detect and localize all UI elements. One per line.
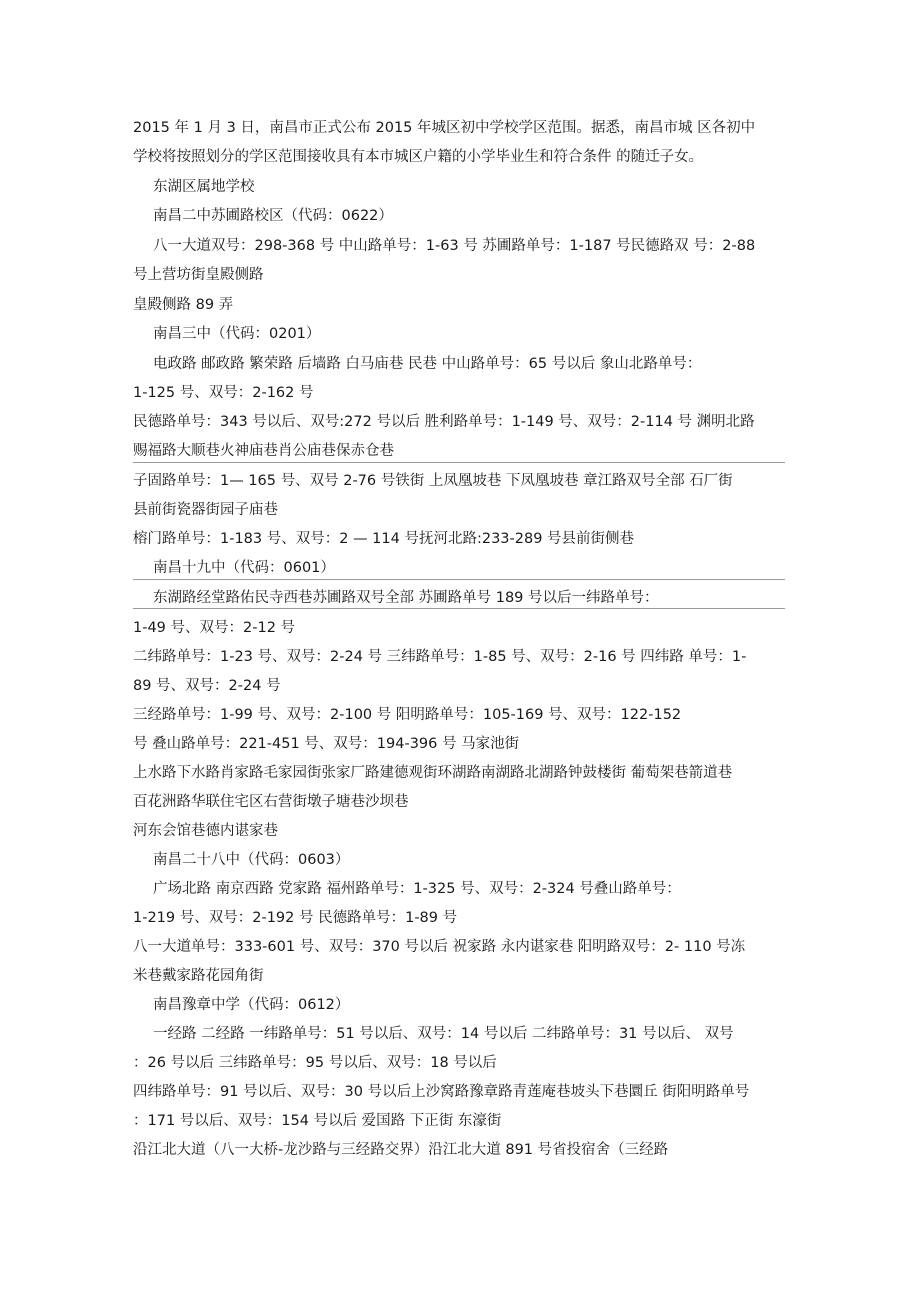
text-line: 广场北路 南京西路 党家路 福州路单号：1-325 号、双号：2-324 号叠山路单号：	[153, 881, 681, 897]
text-line: 二纬路单号：1-23 号、双号：2-24 号 三纬路单号：1-85 号、双号：2-16 号 四纬路 单号：1-	[133, 649, 747, 665]
text-line: 1-49 号、双号：2-12 号	[133, 620, 296, 636]
text-line: 榕门路单号：1-183 号、双号：2 — 114 号抚河北路:233-289 号县前街侧巷	[133, 531, 635, 547]
school-heading-nanchang-2: 南昌二中苏圃路校区（代码：0622）	[153, 208, 393, 224]
text-line: 上水路下水路肖家路毛家园街张家厂路建德观街环湖路南湖路北湖路钟鼓楼街 葡萄架巷箭道巷	[133, 765, 733, 781]
district-heading: 东湖区属地学校	[153, 179, 255, 195]
text-line: 县前街瓷器街园子庙巷	[133, 502, 278, 518]
text-line: 东湖路经堂路佑民寺西巷苏圃路双号全部 苏圃路单号 189 号以后一纬路单号：	[153, 590, 659, 606]
school-heading-yuzhang: 南昌豫章中学（代码：0612）	[153, 997, 350, 1013]
school-heading-nanchang-3: 南昌三中（代码：0201）	[153, 326, 321, 342]
text-line: 子固路单号：1— 165 号、双号 2-76 号铁街 上凤凰坡巷 下凤凰坡巷 章江路双号全部 石厂街	[133, 473, 733, 489]
text-line: 号上营坊街皇殿侧路	[133, 267, 264, 283]
text-line: 1-125 号、双号：2-162 号	[133, 385, 314, 401]
text-line: ：171 号以后、双号：154 号以后 爱国路 下正街 东濠街	[133, 1113, 502, 1129]
divider-line	[133, 462, 785, 463]
text-line: 民德路单号：343 号以后、双号:272 号以后 胜利路单号：1-149 号、双号：2-114 号 渊明北路	[133, 414, 755, 430]
text-line: 电政路 邮政路 繁荣路 后墙路 白马庙巷 民巷 中山路单号：65 号以后 象山北路单号：	[153, 356, 702, 372]
text-line: 三经路单号：1-99 号、双号：2-100 号 阳明路单号：105-169 号、双号：122-152	[133, 707, 682, 723]
text-line: 89 号、双号：2-24 号	[133, 678, 281, 694]
divider-line	[133, 579, 785, 580]
text-line: 河东会馆巷德内谌家巷	[133, 823, 278, 839]
school-heading-nanchang-28: 南昌二十八中（代码：0603）	[153, 852, 350, 868]
text-line: 八一大道双号：298-368 号 中山路单号：1-63 号 苏圃路单号：1-187 号民德路双 号：2-88	[153, 238, 756, 254]
text-line: 赐福路大顺巷火神庙巷肖公庙巷保赤仓巷	[133, 443, 394, 459]
text-line: 八一大道单号：333-601 号、双号：370 号以后 祝家路 永内谌家巷 阳明路双号：2- 110 号冻	[133, 939, 746, 955]
school-heading-nanchang-19: 南昌十九中（代码：0601）	[153, 560, 335, 576]
text-line: 沿江北大道（八一大桥-龙沙路与三经路交界）沿江北大道 891 号省投宿舍（三经路	[133, 1142, 669, 1158]
text-line: 皇殿侧路 89 弄	[133, 297, 234, 313]
text-line: 米巷戴家路花园角街	[133, 968, 264, 984]
divider-line	[133, 608, 785, 609]
text-line: 四纬路单号：91 号以后、双号：30 号以后上沙窝路豫章路青莲庵巷坡头下巷圜丘 街阳明路单号	[133, 1084, 750, 1100]
text-line: 号 叠山路单号：221-451 号、双号：194-396 号 马家池街	[133, 736, 520, 752]
text-line: 1-219 号、双号：2-192 号 民德路单号：1-89 号	[133, 910, 458, 926]
text-line: 一经路 二经路 一纬路单号：51 号以后、双号：14 号以后 二纬路单号：31 号以后、 双号	[153, 1026, 734, 1042]
text-line: 百花洲路华联住宅区右营街墩子塘巷沙坝巷	[133, 794, 409, 810]
text-line: ：26 号以后 三纬路单号：95 号以后、双号：18 号以后	[133, 1055, 497, 1071]
intro-line-2: 学校将按照划分的学区范围接收具有本市城区户籍的小学毕业生和符合条件 的随迁子女。	[133, 149, 704, 165]
intro-line-1: 2015 年 1 月 3 日，南昌市正式公布 2015 年城区初中学校学区范围。据悉，南昌市城 区各初中	[133, 120, 756, 136]
